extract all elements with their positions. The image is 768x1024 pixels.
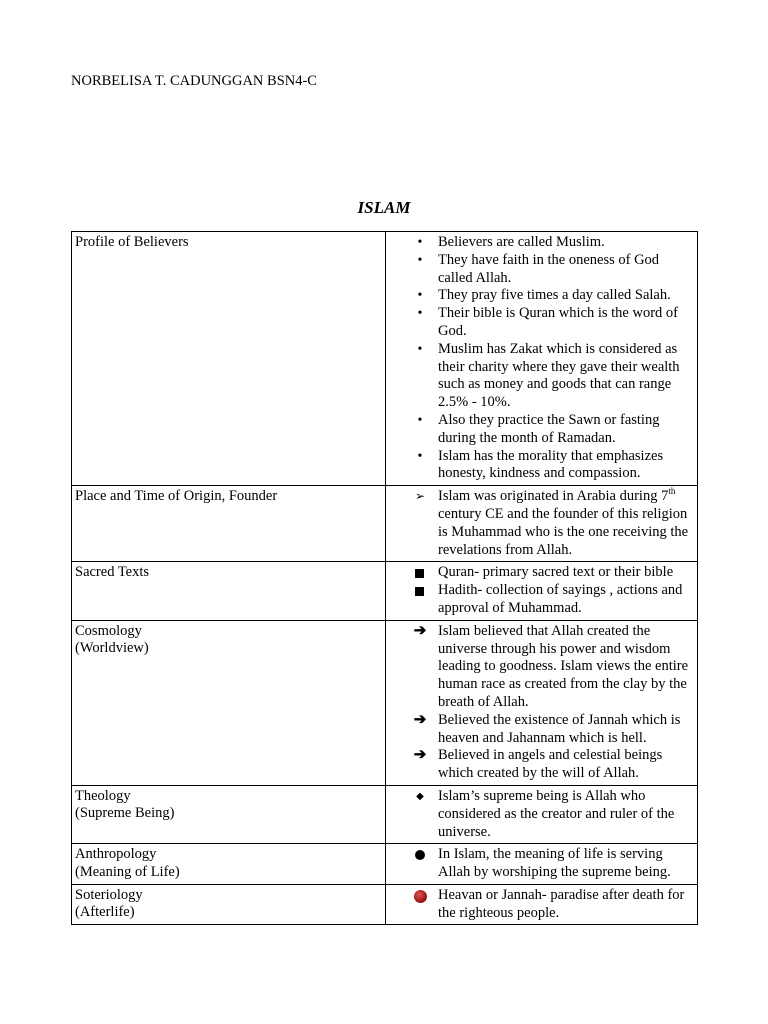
row-content [386, 562, 698, 620]
table-row [72, 232, 698, 486]
list-item: • Islam has the morality that emphasizes honesty, kindness and compassion. [389, 448, 694, 484]
table-row [72, 486, 698, 562]
list-item: ➔ Believed the existence of Jannah which is heaven and Jahannam which is hell. [389, 712, 694, 748]
arrow-right-icon: ➔ [413, 747, 427, 764]
row-label [72, 620, 386, 785]
square-bullet-icon [415, 569, 424, 578]
table-row [72, 844, 698, 885]
bullet-dot-icon: • [417, 341, 423, 357]
red-ball-bullet-icon [414, 890, 427, 903]
row-content [386, 884, 698, 925]
arrow-right-icon: ➔ [413, 622, 427, 639]
row-label [72, 884, 386, 925]
bullet-dot-icon: • [417, 448, 423, 464]
list-item: In Islam, the meaning of life is serving Allah by worshiping the supreme being. [389, 846, 694, 882]
diamond-bullet-icon: ◆ [416, 790, 424, 802]
row-label-line: Profile of Believers [75, 234, 189, 250]
row-label [72, 785, 386, 843]
table-row [72, 620, 698, 785]
row-label-line: Sacred Texts [75, 564, 150, 581]
table-row [72, 884, 698, 925]
row-label-line: (Afterlife) [75, 904, 135, 921]
list-item: Heavan or Jannah- paradise after death for the righteous people. [389, 887, 694, 923]
row-content [386, 785, 698, 843]
row-label-line: Theology [75, 787, 131, 804]
row-label-line: Cosmology [75, 622, 142, 639]
list-item: • Their bible is Quran which is the word of God. [389, 305, 694, 341]
bullet-dot-icon: • [417, 235, 423, 250]
row-label [72, 562, 386, 620]
list-item: ➔ Believed in angels and celestial beings which created by the will of Allah. [389, 747, 694, 783]
arrow-right-icon: ➔ [413, 711, 427, 728]
row-label-line: (Worldview) [75, 640, 149, 657]
row-label-line: (Supreme Being) [75, 805, 175, 822]
document-title: ISLAM [357, 198, 411, 217]
list-item: ➢ Islam was originated in Arabia during 7th century CE and the founder of this religion is Muhammad who is the one receiving the revelations from Allah. [389, 488, 694, 559]
list-item: Quran- primary sacred text or their bible [389, 564, 694, 582]
list-item: • Muslim has Zakat which is considered as their charity where they gave their wealth such as money and goods that can range 2.5% - 10%. [389, 341, 694, 412]
list-item: Hadith- collection of sayings , actions and approval of Muhammad. [389, 582, 694, 618]
row-label [72, 486, 386, 562]
bullet-dot-icon: • [417, 306, 423, 322]
circle-bullet-icon [415, 850, 425, 860]
list-item: • They pray five times a day called Salah. [389, 287, 694, 305]
list-item: ◆ Islam’s supreme being is Allah who considered as the creator and ruler of the universe. [389, 788, 694, 841]
row-content [386, 620, 698, 785]
row-label-line: Soteriology [75, 886, 143, 903]
row-label [72, 232, 386, 486]
row-content [386, 844, 698, 885]
religion-profile-table [71, 231, 698, 925]
bullet-dot-icon: • [417, 288, 423, 304]
row-content [386, 232, 698, 486]
row-label-line: (Meaning of Life) [75, 863, 180, 880]
list-item: • Believers are called Muslim. [389, 234, 694, 252]
author-line: NORBELISA T. CADUNGGAN BSN4-C [71, 73, 317, 89]
list-item: • They have faith in the oneness of God called Allah. [389, 252, 694, 288]
bullet-dot-icon: • [417, 412, 423, 428]
row-label [72, 844, 386, 885]
table-row [72, 785, 698, 843]
row-label-line: Anthropology [75, 846, 157, 863]
list-item: • Also they practice the Sawn or fasting during the month of Ramadan. [389, 412, 694, 448]
list-item: ➔ Islam believed that Allah created the universe through his power and wisdom leading to goodness. Islam views the entire human race as created from the clay by the breath of Allah. [389, 623, 694, 712]
table-row [72, 562, 698, 620]
square-bullet-icon [415, 587, 424, 596]
chevron-bullet-icon: ➢ [414, 489, 426, 504]
row-label-line: Place and Time of Origin, Founder [75, 488, 278, 505]
row-content [386, 486, 698, 562]
bullet-dot-icon: • [417, 252, 423, 268]
